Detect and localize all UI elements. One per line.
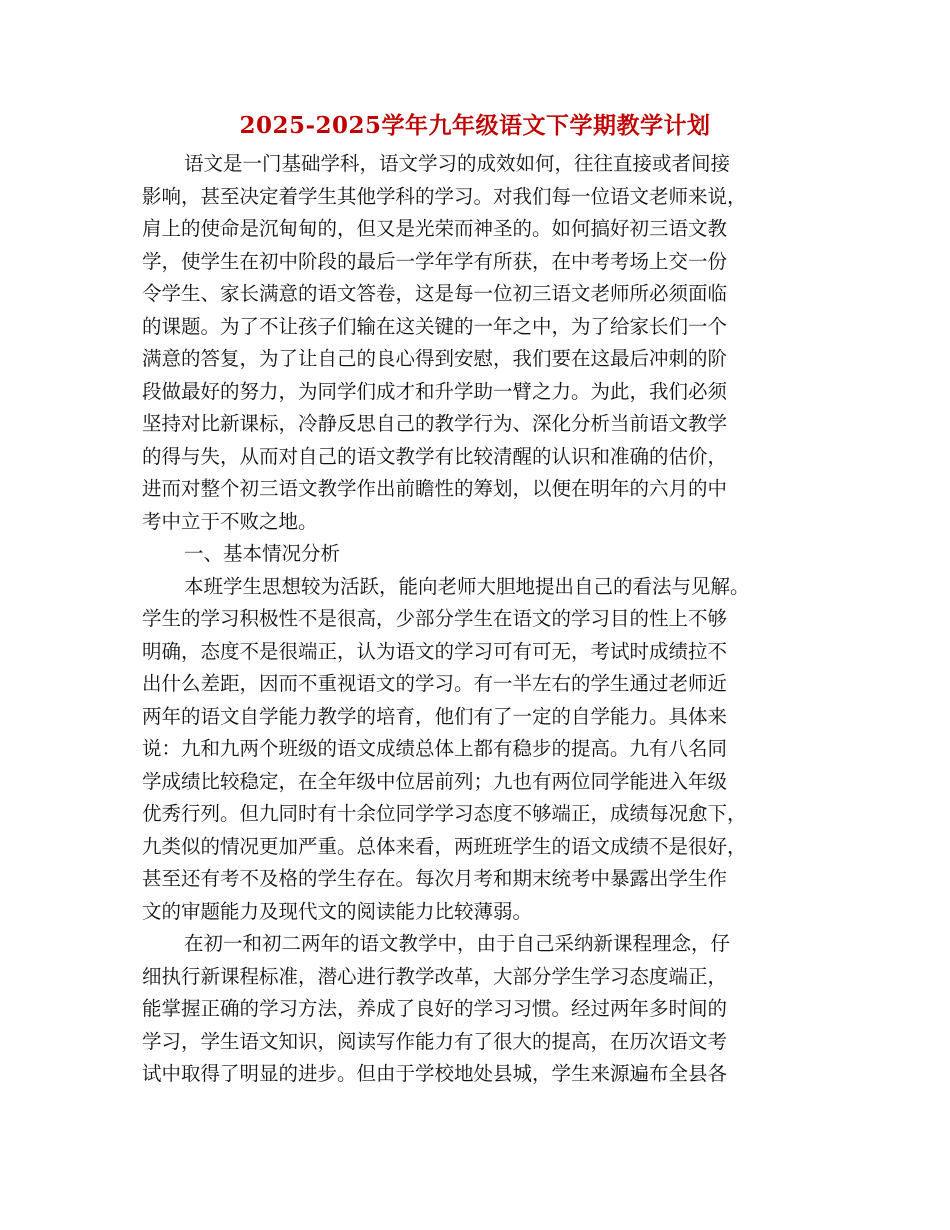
document-body: [142, 148, 812, 1091]
text-line: 细执行新课程标准，潜心进行教学改革，大部分学生学习态度端正，: [142, 964, 728, 988]
text-line: 考中立于不败之地。: [142, 509, 318, 533]
text-line: 试中取得了明显的进步。但由于学校地处县城，学生来源遍布全县各: [142, 1062, 728, 1085]
text-line: 出什么差距，因而不重视语文的学习。有一半左右的学生通过老师近: [142, 672, 728, 695]
text-line: 肩上的使命是沉甸甸的，但又是光荣而神圣的。如何搞好初三语文教: [142, 217, 728, 240]
text-line: 能掌握正确的学习方法，养成了良好的学习习惯。经过两年多时间的: [142, 997, 728, 1020]
text-line: 段做最好的努力，为同学们成才和升学助一臂之力。为此，我们必须: [142, 379, 728, 403]
text-line: 本班学生思想较为活跃，能向老师大胆地提出自己的看法与见解。: [184, 574, 750, 598]
text-line: 学，使学生在初中阶段的最后一学年学有所获，在中考考场上交一份: [142, 249, 728, 273]
text-line: 在初一和初二两年的语文教学中，由于自己采纳新课程理念，仔: [184, 932, 731, 955]
text-line: 影响，甚至决定着学生其他学科的学习。对我们每一位语文老师来说，: [142, 184, 747, 208]
text-line: 坚持对比新课标，冷静反思自己的教学行为、深化分析当前语文教学: [142, 412, 728, 435]
document-title: 2025-2025学年九年级语文下学期教学计划: [239, 112, 711, 139]
text-line: 文的审题能力及现代文的阅读能力比较薄弱。: [142, 899, 533, 923]
text-line: 令学生、家长满意的语文答卷，这是每一位初三语文老师所必须面临: [142, 282, 728, 305]
text-line: 的课题。为了不让孩子们输在这关键的一年之中，为了给家长们一个: [142, 314, 728, 338]
text-line: 进而对整个初三语文教学作出前瞻性的筹划，以便在明年的六月的中: [142, 477, 728, 500]
text-line: 优秀行列。但九同时有十余位同学学习态度不够端正，成绩每况愈下，: [142, 802, 747, 825]
text-line: 说：九和九两个班级的语文成绩总体上都有稳步的提高。九有八名同: [142, 737, 728, 760]
text-line: 的得与失，从而对自己的语文教学有比较清醒的认识和准确的估价，: [142, 444, 728, 468]
text-line: 两年的语文自学能力教学的培育，他们有了一定的自学能力。具体来: [142, 704, 728, 728]
text-line: 明确，态度不是很端正，认为语文的学习可有可无，考试时成绩拉不: [142, 639, 728, 663]
text-line: 九类似的情况更加严重。总体来看，两班班学生的语文成绩不是很好，: [142, 834, 747, 858]
text-line: 学成绩比较稳定，在全年级中位居前列；九也有两位同学能进入年级: [142, 769, 728, 793]
text-line: 甚至还有考不及格的学生存在。每次月考和期末统考中暴露出学生作: [142, 867, 728, 890]
text-line: 满意的答复，为了让自己的良心得到安慰，我们要在这最后冲刺的阶: [142, 347, 728, 370]
text-line: 学习，学生语文知识，阅读写作能力有了很大的提高，在历次语文考: [142, 1029, 728, 1053]
section-heading: 一、基本情况分析: [184, 542, 341, 565]
text-line: 语文是一门基础学科，语文学习的成效如何，往往直接或者间接: [184, 152, 731, 175]
text-line: 学生的学习积极性不是很高，少部分学生在语文的学习目的性上不够: [142, 607, 728, 630]
